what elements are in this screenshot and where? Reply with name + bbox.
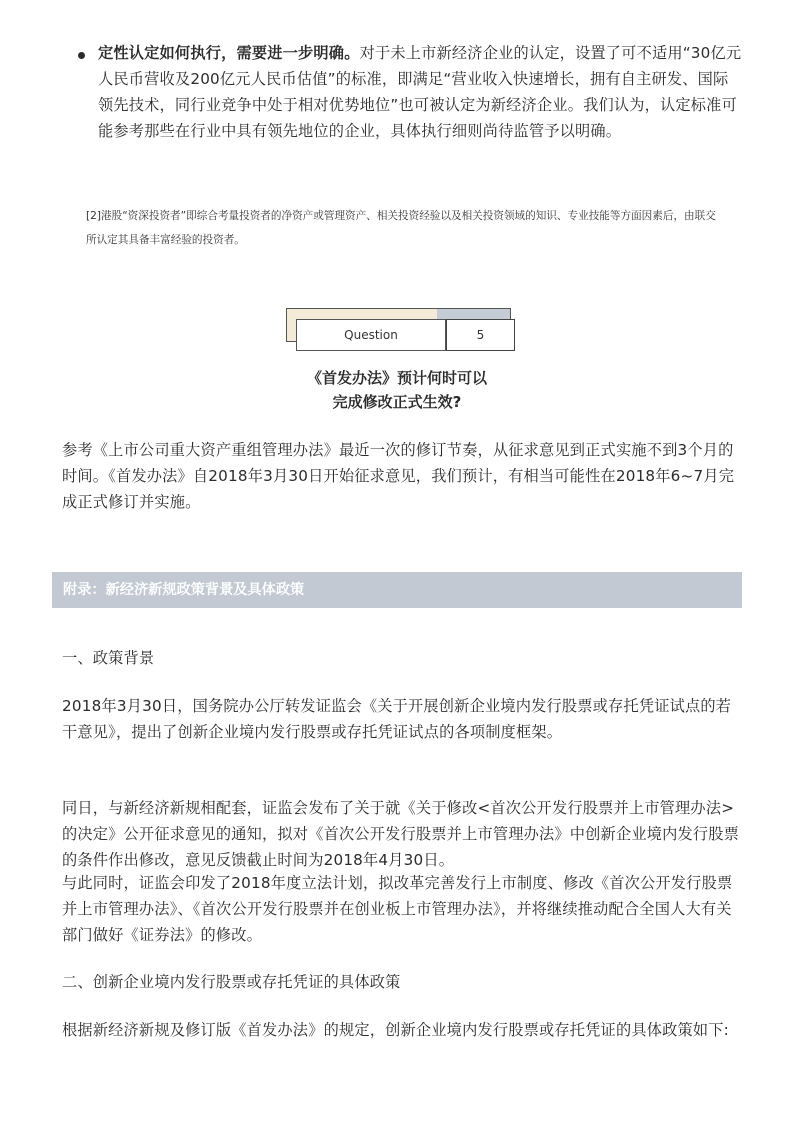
bullet-bold-lead: 定性认定如何执行，需要进一步明确。	[98, 44, 360, 62]
footnote: [2]港股“资深投资者”即综合考量投资者的净资产或管理资产、相关投资经验以及相关投资领域的知识、专业技能等方面因素后，由联交所认定其具备丰富经验的投资者。	[86, 210, 716, 246]
bullet-item	[62, 40, 742, 144]
section-heading-policy-background: 一、政策背景	[62, 649, 155, 667]
bullet-text	[98, 40, 742, 144]
bullet-body: 对于未上市新经济企业的认定，设置了可不适用“30亿元人民币营收及200亿元人民币估值”的标准，即满足“营业收入快速增长，拥有自主研发、国际领先技术，同行业竞争中处于相对优势地位”也可被认定为新经济企业。我们认为，认定标准可能参考那些在行业中具有领先地位的企业，具体执行细则尚待监管予以明确。	[98, 44, 742, 140]
answer-paragraph: 参考《上市公司重大资产重组管理办法》最近一次的修订节奏，从征求意见到正式实施不到3个月的时间。《首发办法》自2018年3月30日开始征求意见，我们预计，有相当可能性在2018年6~7月完成正式修订并实施。	[62, 441, 735, 511]
question-title-line2: 完成修改正式生效?	[332, 393, 462, 411]
paragraph-legislative-plan: 与此同时，证监会印发了2018年度立法计划，拟改革完善发行上市制度、修改《首次公开发行股票并上市管理办法》、《首次公开发行股票并在创业板上市管理办法》，并将继续推动配合全国人大有关部门做好《证券法》的修改。	[62, 874, 733, 944]
question-label: Question	[296, 319, 446, 351]
paragraph-specific-policies: 根据新经济新规及修订版《首发办法》的规定，创新企业境内发行股票或存托凭证的具体政策如下:	[62, 1021, 729, 1039]
appendix-header-bar	[52, 572, 742, 608]
appendix-title: 附录：新经济新规政策背景及具体政策	[63, 582, 305, 598]
paragraph-state-council: 2018年3月30日，国务院办公厅转发证监会《关于开展创新企业境内发行股票或存托凭证试点的若干意见》，提出了创新企业境内发行股票或存托凭证试点的各项制度框架。	[62, 697, 732, 741]
question-number: 5	[446, 319, 515, 351]
question-title-line1: 《首发办法》预计何时可以	[306, 369, 487, 387]
section-heading-specific-policies: 二、创新企业境内发行股票或存托凭证的具体政策	[62, 973, 401, 991]
bullet-dot-icon	[78, 52, 85, 59]
question-badge	[286, 308, 518, 356]
paragraph-same-day: 同日，与新经济新规相配套，证监会发布了关于就《关于修改<首次公开发行股票并上市管理办法>的决定》公开征求意见的通知，拟对《首次公开发行股票并上市管理办法》中创新企业境内发行股票的条件作出修改，意见反馈截止时间为2018年4月30日。	[62, 799, 740, 869]
question-badge-accent	[437, 308, 511, 319]
